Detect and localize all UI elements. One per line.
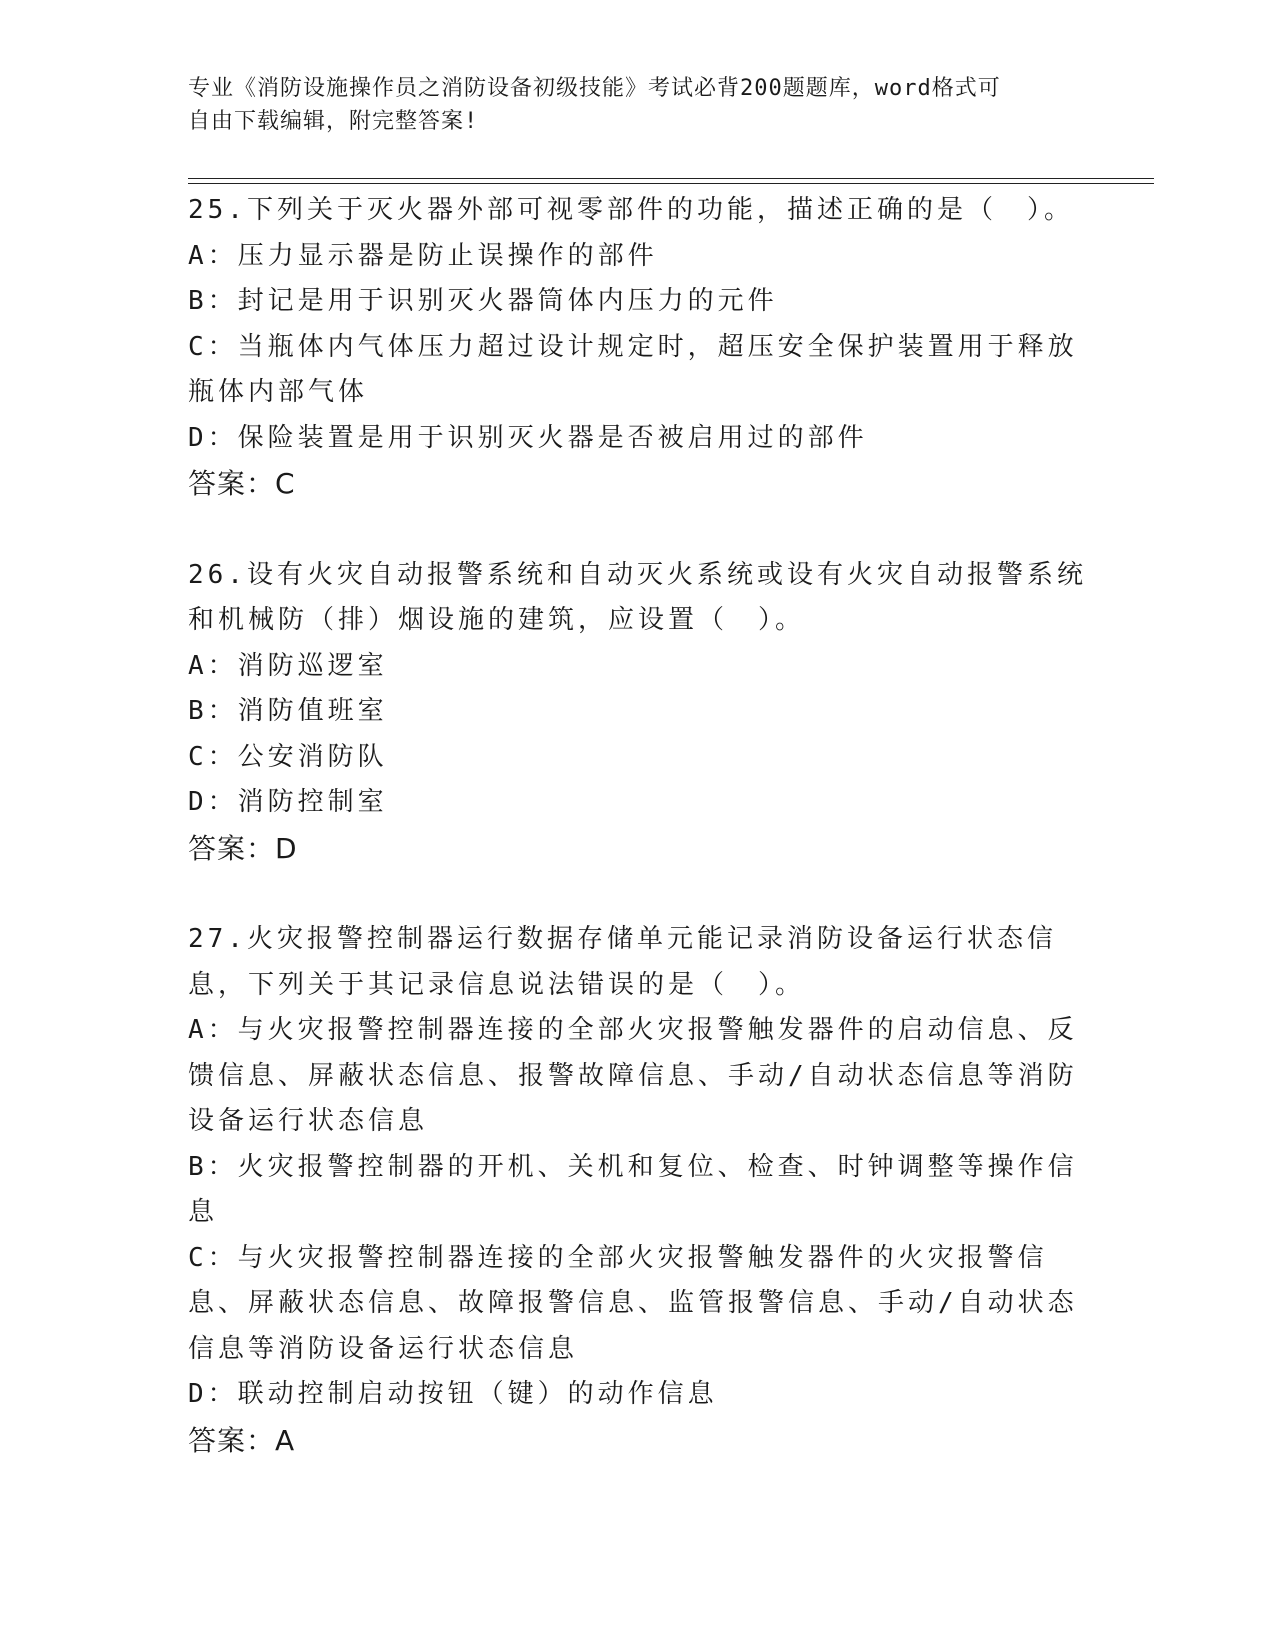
answer-label: 答案：C <box>188 467 296 500</box>
header-divider-bottom <box>188 183 1154 184</box>
header-line-1: 专业《消防设施操作员之消防设备初级技能》考试必背200题题库，word格式可 <box>188 76 1001 101</box>
answer-label: 答案：A <box>188 1423 296 1457</box>
option-a: A：与火灾报警控制器连接的全部火灾报警触发器件的启动信息、反馈信息、屏蔽状态信息、报警故障信息、手动/自动状态信息等消防设备运行状态信息 <box>188 1015 1078 1136</box>
option-b: B：火灾报警控制器的开机、关机和复位、检查、时钟调整等操作信息 <box>188 1151 1078 1227</box>
option-d: D：消防控制室 <box>188 787 388 817</box>
option-c: C：与火灾报警控制器连接的全部火灾报警触发器件的火灾报警信息、屏蔽状态信息、故障报警信息、监管报警信息、手动/自动状态信息等消防设备运行状态信息 <box>188 1242 1078 1364</box>
header-line-2: 自由下载编辑，附完整答案! <box>188 109 479 134</box>
question-spacer <box>188 507 1088 553</box>
answer-label: 答案：D <box>188 831 298 865</box>
question-list <box>188 188 1088 1463</box>
option-b: B：封记是用于识别灭火器筒体内压力的元件 <box>188 286 778 316</box>
question-stem: 25.下列关于灭火器外部可视零部件的功能，描述正确的是（ ）。 <box>188 195 1074 225</box>
option-d: D：保险装置是用于识别灭火器是否被启用过的部件 <box>188 422 868 453</box>
option-b: B：消防值班室 <box>188 696 388 726</box>
option-a: A：压力显示器是防止误操作的部件 <box>188 240 658 271</box>
document-header <box>188 72 1068 138</box>
option-a: A：消防巡逻室 <box>188 650 388 681</box>
question-26 <box>188 553 1088 872</box>
question-25 <box>188 188 1088 507</box>
question-spacer <box>188 871 1088 917</box>
question-27 <box>188 917 1088 1463</box>
option-d: D：联动控制启动按钮（键）的动作信息 <box>188 1379 718 1409</box>
header-divider-top <box>188 178 1154 179</box>
option-c: C：当瓶体内气体压力超过设计规定时，超压安全保护装置用于释放瓶体内部气体 <box>188 331 1078 407</box>
question-stem: 27.火灾报警控制器运行数据存储单元能记录消防设备运行状态信息，下列关于其记录信息说法错误的是（ ）。 <box>188 924 1057 1000</box>
option-c: C：公安消防队 <box>188 741 388 772</box>
question-stem: 26.设有火灾自动报警系统和自动灭火系统或设有火灾自动报警系统和机械防（排）烟设施的建筑，应设置（ ）。 <box>188 559 1087 635</box>
